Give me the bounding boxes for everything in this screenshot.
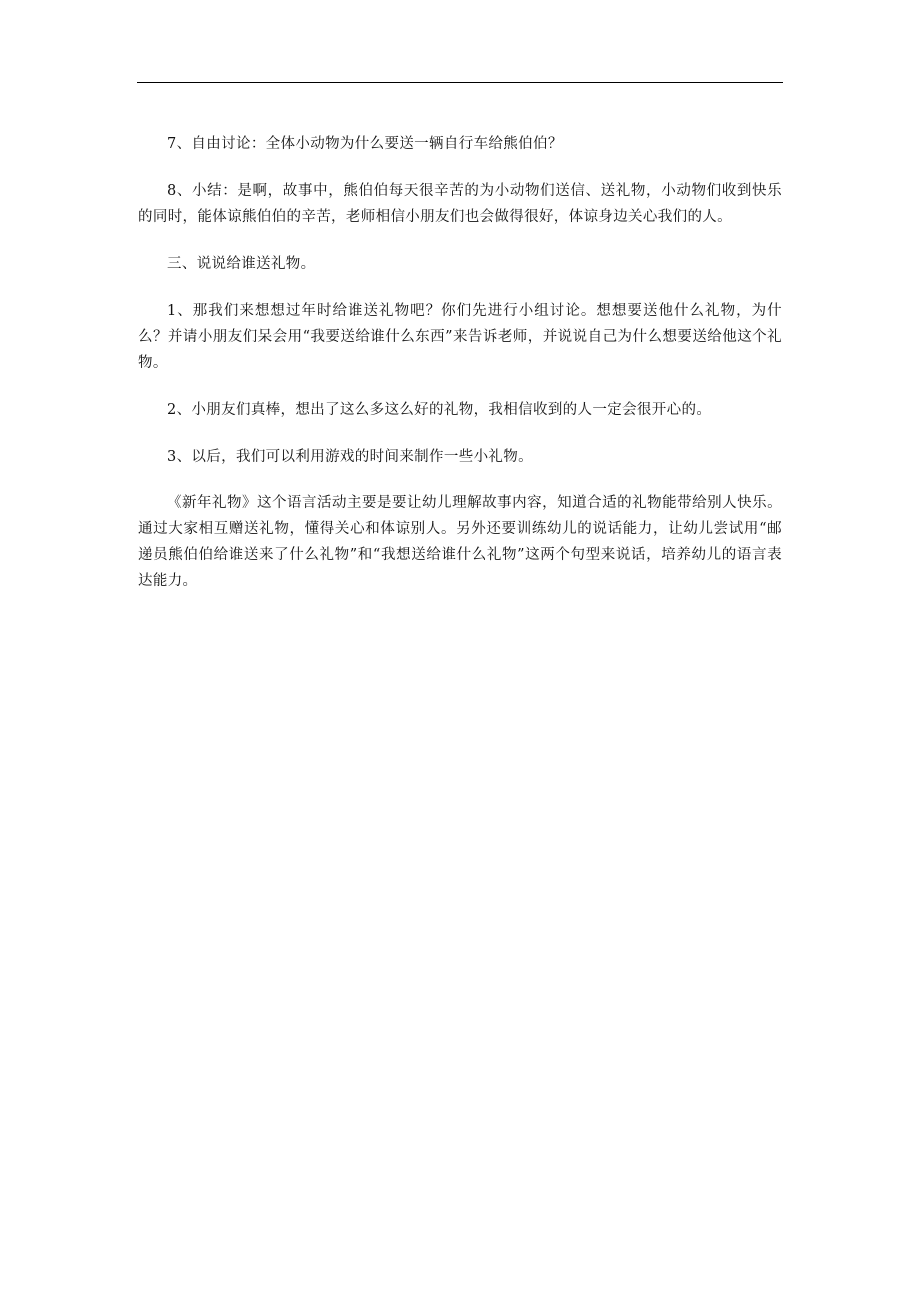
paragraph-summary: 8、小结：是啊，故事中，熊伯伯每天很辛苦的为小动物们送信、送礼物，小动物们收到快乐的同时，能体谅熊伯伯的辛苦，老师相信小朋友们也会做得很好，体谅身边关心我们的人。	[138, 183, 782, 225]
paragraph-spacer	[138, 230, 782, 251]
paragraph-group-discussion: 1、那我们来想想过年时给谁送礼物吧？你们先进行小组讨论。想想要送他什么礼物，为什么？并请小朋友们呆会用“我要送给谁什么东西”来告诉老师，并说说自己为什么想要送给他这个礼物。	[138, 303, 782, 371]
paragraph-free-discussion: 7、自由讨论：全体小动物为什么要送一辆自行车给熊伯伯？	[167, 136, 563, 152]
paragraph-spacer	[138, 423, 782, 444]
paragraph-spacer	[138, 376, 782, 397]
section-heading-gift-recipients: 三、说说给谁送礼物。	[167, 256, 316, 272]
paragraph-spacer	[138, 277, 782, 298]
paragraph-reflection: 《新年礼物》这个语言活动主要是要让幼儿理解故事内容，知道合适的礼物能带给别人快乐。通过大家相互赠送礼物，懂得关心和体谅别人。另外还要训练幼儿的说话能力，让幼儿尝试用“邮递员熊伯伯给谁送来了什么礼物”和“我想送给谁什么礼物”这两个句型来说话，培养幼儿的语言表达能力。	[138, 495, 782, 589]
paragraph-spacer	[138, 470, 782, 490]
header-rule	[137, 82, 783, 83]
document-body	[138, 131, 782, 594]
paragraph-praise: 2、小朋友们真棒，想出了这么多这么好的礼物，我相信收到的人一定会很开心的。	[167, 402, 712, 418]
paragraph-spacer	[138, 157, 782, 178]
paragraph-make-gifts: 3、以后，我们可以利用游戏的时间来制作一些小礼物。	[167, 449, 533, 465]
